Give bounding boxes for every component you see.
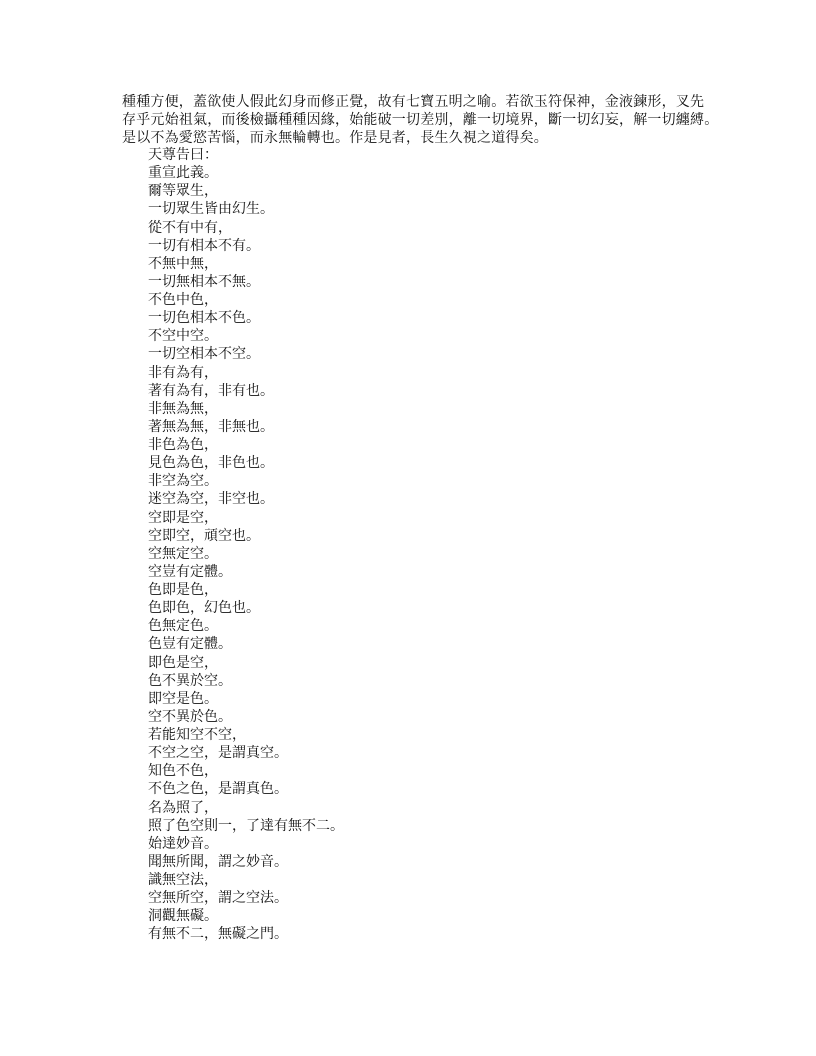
verse-line: 非空為空。: [148, 473, 218, 490]
verse-line: 名為照了，: [148, 799, 218, 816]
verse-line: 始達妙音。: [148, 835, 218, 852]
verse-line: 迷空為空，非空也。: [148, 491, 274, 508]
verse-line: 非色為色，: [148, 437, 218, 453]
verse-line: 色豈有定體。: [148, 636, 232, 653]
verse-line: 空不異於色。: [148, 708, 232, 725]
verse-line: 聞無所聞，謂之妙音。: [148, 853, 288, 870]
verse-line: 不空中空。: [148, 328, 218, 345]
verse-list: [148, 146, 344, 944]
verse-line: 從不有中有，: [148, 219, 232, 236]
verse-line: 著有為有，非有也。: [148, 382, 274, 399]
verse-line: 空即空，頑空也。: [148, 527, 260, 544]
verse-line: 一切眾生皆由幻生。: [148, 201, 274, 218]
verse-line: 色不異於空。: [148, 672, 232, 689]
verse-line: 非無為無，: [148, 400, 218, 417]
verse-line: 色無定色。: [148, 618, 218, 635]
verse-line: 一切無相本不無。: [148, 273, 260, 290]
verse-line: 識無空法，: [148, 872, 218, 888]
verse-line: 空豈有定體。: [148, 563, 232, 580]
verse-line: 天尊告曰：: [148, 147, 218, 163]
verse-line: 洞觀無礙。: [148, 908, 218, 925]
verse-line: 色即色，幻色也。: [148, 600, 260, 617]
verse-line: 知色不色，: [148, 763, 218, 780]
verse-line: 空無所空，謂之空法。: [148, 890, 288, 907]
verse-line: 著無為無，非無也。: [148, 418, 274, 435]
verse-line: 有無不二，無礙之門。: [148, 926, 288, 943]
verse-line: 即空是色。: [148, 690, 218, 707]
verse-line: 空無定空。: [148, 545, 218, 562]
verse-line: 重宣此義。: [148, 165, 218, 182]
intro-line: 種種方便，蓋欲使人假此幻身而修正覺，故有七寶五明之喻。若欲玉符保神，金液鍊形，叉先: [122, 94, 705, 110]
verse-line: 不色中色，: [148, 292, 218, 308]
verse-line: 若能知空不空，: [148, 727, 246, 743]
verse-line: 不無中無，: [148, 255, 218, 272]
verse-line: 不色之色，是謂真色。: [148, 781, 288, 798]
verse-line: 不空之空，是謂真空。: [148, 745, 288, 762]
verse-line: 爾等眾生，: [148, 183, 218, 200]
intro-paragraph: [122, 93, 719, 147]
verse-line: 見色為色，非色也。: [148, 455, 274, 472]
verse-line: 一切有相本不有。: [148, 237, 260, 254]
intro-line: 是以不為愛慾苦惱，而永無輪轉也。作是見者，長生久視之道得矣。: [122, 130, 548, 146]
verse-line: 非有為有，: [148, 364, 218, 381]
verse-line: 照了色空則一，了達有無不二。: [148, 817, 344, 834]
verse-line: 色即是色，: [148, 582, 218, 598]
intro-line: 存乎元始祖氣，而後檢攝種種因緣，始能破一切差別，離一切境界，斷一切幻妄，解一切纏縛。: [122, 112, 719, 128]
verse-line: 空即是空，: [148, 509, 218, 526]
verse-line: 一切空相本不空。: [148, 346, 260, 363]
verse-line: 一切色相本不色。: [148, 310, 260, 327]
verse-line: 即色是空，: [148, 654, 218, 671]
